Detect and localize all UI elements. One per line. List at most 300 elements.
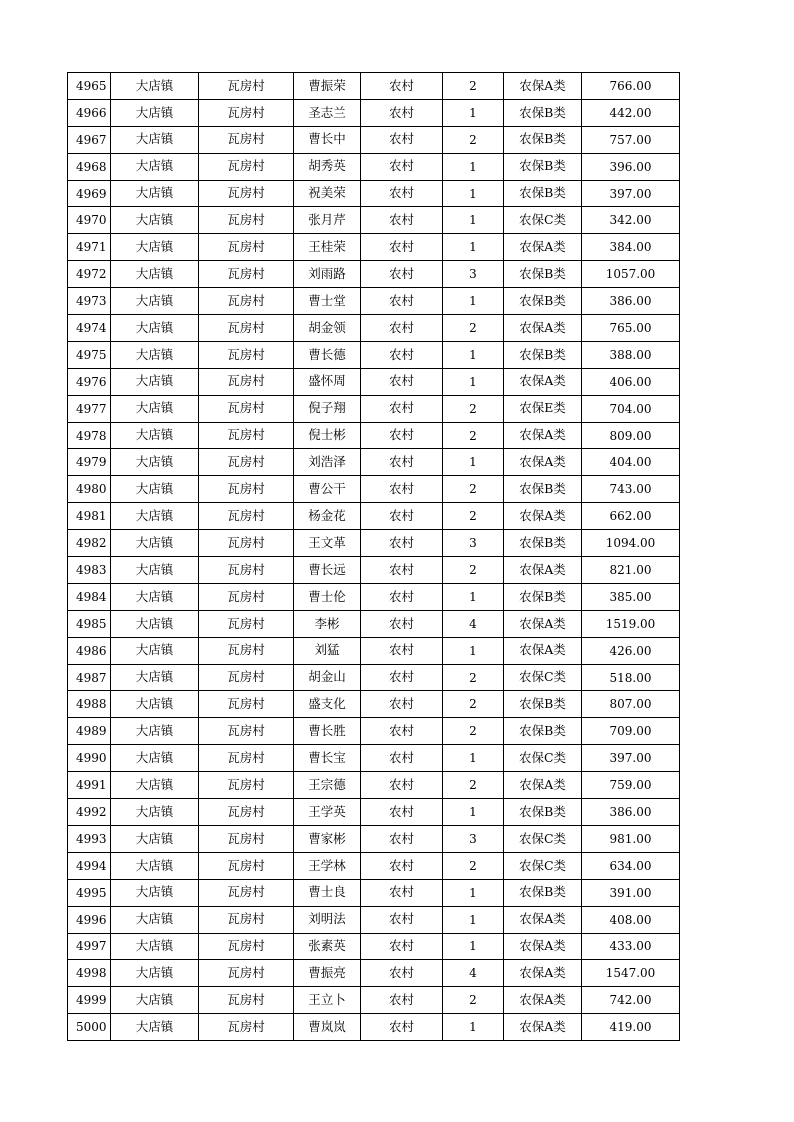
cell-name: 王立卜 <box>294 987 361 1014</box>
cell-record-id: 4965 <box>68 73 111 100</box>
cell-member-count: 2 <box>443 395 504 422</box>
cell-record-id: 4995 <box>68 879 111 906</box>
cell-village: 瓦房村 <box>199 960 294 987</box>
cell-name: 曹长胜 <box>294 718 361 745</box>
table-row <box>68 530 680 557</box>
cell-member-count: 2 <box>443 772 504 799</box>
cell-record-id: 4993 <box>68 825 111 852</box>
cell-village: 瓦房村 <box>199 530 294 557</box>
cell-amount: 765.00 <box>582 315 680 342</box>
cell-member-count: 1 <box>443 234 504 261</box>
cell-town: 大店镇 <box>111 799 199 826</box>
cell-village: 瓦房村 <box>199 852 294 879</box>
cell-village: 瓦房村 <box>199 153 294 180</box>
cell-insurance-category: 农保C类 <box>504 825 582 852</box>
table-row <box>68 503 680 530</box>
cell-name: 盛支化 <box>294 691 361 718</box>
cell-household-type: 农村 <box>361 637 443 664</box>
cell-amount: 419.00 <box>582 1014 680 1041</box>
cell-member-count: 2 <box>443 503 504 530</box>
table-row <box>68 610 680 637</box>
cell-name: 刘雨路 <box>294 261 361 288</box>
cell-household-type: 农村 <box>361 852 443 879</box>
cell-town: 大店镇 <box>111 610 199 637</box>
beneficiary-table <box>67 72 680 1041</box>
cell-name: 刘明法 <box>294 906 361 933</box>
cell-member-count: 3 <box>443 530 504 557</box>
table-row <box>68 664 680 691</box>
cell-name: 曹长中 <box>294 126 361 153</box>
cell-record-id: 4986 <box>68 637 111 664</box>
cell-household-type: 农村 <box>361 153 443 180</box>
cell-member-count: 2 <box>443 691 504 718</box>
table-row <box>68 799 680 826</box>
cell-amount: 709.00 <box>582 718 680 745</box>
cell-amount: 634.00 <box>582 852 680 879</box>
cell-member-count: 1 <box>443 906 504 933</box>
cell-household-type: 农村 <box>361 476 443 503</box>
cell-village: 瓦房村 <box>199 583 294 610</box>
table-row <box>68 126 680 153</box>
cell-member-count: 2 <box>443 476 504 503</box>
cell-name: 王学英 <box>294 799 361 826</box>
table-row <box>68 341 680 368</box>
cell-village: 瓦房村 <box>199 261 294 288</box>
cell-household-type: 农村 <box>361 583 443 610</box>
cell-insurance-category: 农保A类 <box>504 987 582 1014</box>
cell-insurance-category: 农保B类 <box>504 476 582 503</box>
cell-insurance-category: 农保A类 <box>504 234 582 261</box>
cell-name: 刘浩泽 <box>294 449 361 476</box>
cell-insurance-category: 农保A类 <box>504 906 582 933</box>
cell-town: 大店镇 <box>111 341 199 368</box>
cell-village: 瓦房村 <box>199 207 294 234</box>
cell-town: 大店镇 <box>111 395 199 422</box>
cell-name: 曹长德 <box>294 341 361 368</box>
cell-insurance-category: 农保A类 <box>504 368 582 395</box>
cell-village: 瓦房村 <box>199 772 294 799</box>
cell-village: 瓦房村 <box>199 933 294 960</box>
cell-member-count: 1 <box>443 153 504 180</box>
cell-insurance-category: 农保A类 <box>504 637 582 664</box>
cell-name: 王桂荣 <box>294 234 361 261</box>
cell-town: 大店镇 <box>111 960 199 987</box>
table-row <box>68 315 680 342</box>
table-row <box>68 288 680 315</box>
cell-town: 大店镇 <box>111 476 199 503</box>
cell-member-count: 1 <box>443 99 504 126</box>
cell-town: 大店镇 <box>111 906 199 933</box>
cell-household-type: 农村 <box>361 126 443 153</box>
cell-amount: 743.00 <box>582 476 680 503</box>
cell-member-count: 1 <box>443 341 504 368</box>
cell-name: 倪子翔 <box>294 395 361 422</box>
cell-insurance-category: 农保A类 <box>504 933 582 960</box>
table-row <box>68 449 680 476</box>
cell-village: 瓦房村 <box>199 234 294 261</box>
cell-member-count: 1 <box>443 449 504 476</box>
cell-insurance-category: 农保C类 <box>504 207 582 234</box>
table-row <box>68 772 680 799</box>
cell-insurance-category: 农保A类 <box>504 315 582 342</box>
cell-village: 瓦房村 <box>199 449 294 476</box>
cell-village: 瓦房村 <box>199 664 294 691</box>
cell-member-count: 2 <box>443 664 504 691</box>
cell-amount: 742.00 <box>582 987 680 1014</box>
cell-name: 曹士良 <box>294 879 361 906</box>
cell-village: 瓦房村 <box>199 476 294 503</box>
cell-name: 曹士伦 <box>294 583 361 610</box>
cell-amount: 757.00 <box>582 126 680 153</box>
cell-record-id: 4998 <box>68 960 111 987</box>
cell-record-id: 4989 <box>68 718 111 745</box>
cell-insurance-category: 农保A类 <box>504 1014 582 1041</box>
cell-member-count: 1 <box>443 745 504 772</box>
cell-name: 刘猛 <box>294 637 361 664</box>
cell-household-type: 农村 <box>361 207 443 234</box>
cell-record-id: 4972 <box>68 261 111 288</box>
cell-amount: 821.00 <box>582 557 680 584</box>
cell-amount: 1057.00 <box>582 261 680 288</box>
cell-village: 瓦房村 <box>199 557 294 584</box>
cell-town: 大店镇 <box>111 691 199 718</box>
cell-amount: 397.00 <box>582 180 680 207</box>
cell-insurance-category: 农保B类 <box>504 691 582 718</box>
cell-amount: 342.00 <box>582 207 680 234</box>
cell-member-count: 2 <box>443 557 504 584</box>
table-row <box>68 583 680 610</box>
cell-amount: 662.00 <box>582 503 680 530</box>
cell-household-type: 农村 <box>361 503 443 530</box>
cell-town: 大店镇 <box>111 879 199 906</box>
cell-household-type: 农村 <box>361 530 443 557</box>
table-row <box>68 1014 680 1041</box>
table-row <box>68 261 680 288</box>
cell-town: 大店镇 <box>111 557 199 584</box>
cell-member-count: 2 <box>443 852 504 879</box>
cell-record-id: 4984 <box>68 583 111 610</box>
cell-insurance-category: 农保B类 <box>504 879 582 906</box>
cell-name: 曹士堂 <box>294 288 361 315</box>
cell-amount: 397.00 <box>582 745 680 772</box>
cell-household-type: 农村 <box>361 772 443 799</box>
cell-member-count: 2 <box>443 718 504 745</box>
cell-amount: 426.00 <box>582 637 680 664</box>
cell-household-type: 农村 <box>361 180 443 207</box>
cell-member-count: 1 <box>443 583 504 610</box>
cell-name: 曹岚岚 <box>294 1014 361 1041</box>
cell-insurance-category: 农保B类 <box>504 341 582 368</box>
cell-amount: 406.00 <box>582 368 680 395</box>
cell-village: 瓦房村 <box>199 987 294 1014</box>
cell-household-type: 农村 <box>361 933 443 960</box>
cell-village: 瓦房村 <box>199 368 294 395</box>
cell-insurance-category: 农保B类 <box>504 99 582 126</box>
table-row <box>68 879 680 906</box>
cell-record-id: 4997 <box>68 933 111 960</box>
cell-record-id: 4969 <box>68 180 111 207</box>
cell-town: 大店镇 <box>111 772 199 799</box>
cell-amount: 442.00 <box>582 99 680 126</box>
cell-record-id: 4999 <box>68 987 111 1014</box>
cell-record-id: 4991 <box>68 772 111 799</box>
table-row <box>68 234 680 261</box>
cell-member-count: 2 <box>443 315 504 342</box>
cell-household-type: 农村 <box>361 879 443 906</box>
cell-household-type: 农村 <box>361 906 443 933</box>
table-row <box>68 557 680 584</box>
cell-member-count: 3 <box>443 261 504 288</box>
cell-village: 瓦房村 <box>199 503 294 530</box>
cell-town: 大店镇 <box>111 825 199 852</box>
cell-household-type: 农村 <box>361 664 443 691</box>
cell-town: 大店镇 <box>111 288 199 315</box>
cell-record-id: 4977 <box>68 395 111 422</box>
cell-record-id: 4968 <box>68 153 111 180</box>
cell-record-id: 4992 <box>68 799 111 826</box>
cell-record-id: 4971 <box>68 234 111 261</box>
cell-insurance-category: 农保B类 <box>504 261 582 288</box>
cell-record-id: 4978 <box>68 422 111 449</box>
cell-village: 瓦房村 <box>199 745 294 772</box>
cell-member-count: 1 <box>443 879 504 906</box>
table-row <box>68 987 680 1014</box>
cell-town: 大店镇 <box>111 261 199 288</box>
table-row <box>68 73 680 100</box>
cell-town: 大店镇 <box>111 530 199 557</box>
cell-name: 杨金花 <box>294 503 361 530</box>
cell-record-id: 4975 <box>68 341 111 368</box>
cell-village: 瓦房村 <box>199 395 294 422</box>
table-row <box>68 476 680 503</box>
cell-amount: 807.00 <box>582 691 680 718</box>
cell-household-type: 农村 <box>361 691 443 718</box>
table-row <box>68 718 680 745</box>
cell-amount: 386.00 <box>582 799 680 826</box>
cell-town: 大店镇 <box>111 933 199 960</box>
cell-village: 瓦房村 <box>199 825 294 852</box>
cell-insurance-category: 农保A类 <box>504 610 582 637</box>
cell-household-type: 农村 <box>361 422 443 449</box>
cell-insurance-category: 农保B类 <box>504 153 582 180</box>
cell-insurance-category: 农保A类 <box>504 73 582 100</box>
table-row <box>68 180 680 207</box>
cell-town: 大店镇 <box>111 368 199 395</box>
cell-village: 瓦房村 <box>199 610 294 637</box>
cell-insurance-category: 农保B类 <box>504 530 582 557</box>
cell-insurance-category: 农保B类 <box>504 126 582 153</box>
cell-village: 瓦房村 <box>199 879 294 906</box>
cell-village: 瓦房村 <box>199 315 294 342</box>
cell-household-type: 农村 <box>361 315 443 342</box>
cell-amount: 766.00 <box>582 73 680 100</box>
cell-insurance-category: 农保A类 <box>504 503 582 530</box>
cell-record-id: 4988 <box>68 691 111 718</box>
cell-household-type: 农村 <box>361 825 443 852</box>
cell-household-type: 农村 <box>361 745 443 772</box>
cell-record-id: 4974 <box>68 315 111 342</box>
cell-record-id: 4990 <box>68 745 111 772</box>
table-row <box>68 825 680 852</box>
cell-amount: 518.00 <box>582 664 680 691</box>
cell-amount: 981.00 <box>582 825 680 852</box>
cell-village: 瓦房村 <box>199 99 294 126</box>
cell-insurance-category: 农保A类 <box>504 422 582 449</box>
cell-town: 大店镇 <box>111 449 199 476</box>
cell-record-id: 4987 <box>68 664 111 691</box>
table-body <box>68 73 680 1041</box>
cell-member-count: 4 <box>443 960 504 987</box>
cell-record-id: 4994 <box>68 852 111 879</box>
cell-member-count: 2 <box>443 987 504 1014</box>
cell-insurance-category: 农保C类 <box>504 852 582 879</box>
cell-member-count: 3 <box>443 825 504 852</box>
cell-amount: 809.00 <box>582 422 680 449</box>
table-row <box>68 395 680 422</box>
cell-name: 圣志兰 <box>294 99 361 126</box>
cell-member-count: 4 <box>443 610 504 637</box>
cell-name: 祝美荣 <box>294 180 361 207</box>
cell-amount: 408.00 <box>582 906 680 933</box>
cell-name: 曹振荣 <box>294 73 361 100</box>
cell-amount: 404.00 <box>582 449 680 476</box>
cell-amount: 396.00 <box>582 153 680 180</box>
cell-town: 大店镇 <box>111 503 199 530</box>
table-row <box>68 960 680 987</box>
cell-record-id: 4970 <box>68 207 111 234</box>
cell-name: 王文革 <box>294 530 361 557</box>
cell-household-type: 农村 <box>361 341 443 368</box>
cell-household-type: 农村 <box>361 234 443 261</box>
cell-member-count: 1 <box>443 1014 504 1041</box>
cell-record-id: 4982 <box>68 530 111 557</box>
cell-village: 瓦房村 <box>199 73 294 100</box>
cell-member-count: 1 <box>443 799 504 826</box>
cell-household-type: 农村 <box>361 261 443 288</box>
cell-town: 大店镇 <box>111 583 199 610</box>
cell-name: 曹长宝 <box>294 745 361 772</box>
cell-amount: 391.00 <box>582 879 680 906</box>
cell-record-id: 4983 <box>68 557 111 584</box>
cell-name: 王宗德 <box>294 772 361 799</box>
cell-insurance-category: 农保B类 <box>504 583 582 610</box>
cell-member-count: 2 <box>443 126 504 153</box>
cell-village: 瓦房村 <box>199 799 294 826</box>
cell-member-count: 1 <box>443 288 504 315</box>
cell-record-id: 4973 <box>68 288 111 315</box>
cell-town: 大店镇 <box>111 745 199 772</box>
cell-record-id: 4981 <box>68 503 111 530</box>
cell-name: 李彬 <box>294 610 361 637</box>
table-row <box>68 637 680 664</box>
cell-town: 大店镇 <box>111 422 199 449</box>
table-row <box>68 99 680 126</box>
cell-household-type: 农村 <box>361 799 443 826</box>
cell-name: 胡秀英 <box>294 153 361 180</box>
cell-amount: 1094.00 <box>582 530 680 557</box>
cell-name: 张素英 <box>294 933 361 960</box>
cell-town: 大店镇 <box>111 315 199 342</box>
cell-insurance-category: 农保E类 <box>504 395 582 422</box>
cell-household-type: 农村 <box>361 610 443 637</box>
cell-town: 大店镇 <box>111 234 199 261</box>
cell-household-type: 农村 <box>361 960 443 987</box>
cell-member-count: 1 <box>443 207 504 234</box>
cell-village: 瓦房村 <box>199 637 294 664</box>
cell-town: 大店镇 <box>111 637 199 664</box>
cell-town: 大店镇 <box>111 987 199 1014</box>
cell-household-type: 农村 <box>361 1014 443 1041</box>
cell-household-type: 农村 <box>361 449 443 476</box>
cell-member-count: 1 <box>443 368 504 395</box>
table-row <box>68 745 680 772</box>
cell-town: 大店镇 <box>111 99 199 126</box>
cell-insurance-category: 农保A类 <box>504 772 582 799</box>
cell-insurance-category: 农保B类 <box>504 718 582 745</box>
cell-record-id: 5000 <box>68 1014 111 1041</box>
cell-village: 瓦房村 <box>199 126 294 153</box>
table-row <box>68 207 680 234</box>
cell-amount: 1547.00 <box>582 960 680 987</box>
cell-name: 张月芹 <box>294 207 361 234</box>
cell-record-id: 4976 <box>68 368 111 395</box>
cell-household-type: 农村 <box>361 73 443 100</box>
cell-insurance-category: 农保A类 <box>504 960 582 987</box>
cell-amount: 385.00 <box>582 583 680 610</box>
cell-town: 大店镇 <box>111 718 199 745</box>
cell-name: 曹公干 <box>294 476 361 503</box>
cell-record-id: 4996 <box>68 906 111 933</box>
cell-household-type: 农村 <box>361 395 443 422</box>
cell-name: 曹长远 <box>294 557 361 584</box>
cell-village: 瓦房村 <box>199 341 294 368</box>
cell-amount: 386.00 <box>582 288 680 315</box>
cell-name: 倪士彬 <box>294 422 361 449</box>
cell-member-count: 1 <box>443 933 504 960</box>
cell-record-id: 4985 <box>68 610 111 637</box>
cell-amount: 433.00 <box>582 933 680 960</box>
table-row <box>68 906 680 933</box>
table-row <box>68 691 680 718</box>
cell-village: 瓦房村 <box>199 422 294 449</box>
table-row <box>68 933 680 960</box>
cell-amount: 704.00 <box>582 395 680 422</box>
cell-insurance-category: 农保A类 <box>504 449 582 476</box>
cell-town: 大店镇 <box>111 207 199 234</box>
cell-insurance-category: 农保C类 <box>504 664 582 691</box>
cell-amount: 1519.00 <box>582 610 680 637</box>
cell-amount: 388.00 <box>582 341 680 368</box>
cell-member-count: 2 <box>443 73 504 100</box>
cell-name: 盛怀周 <box>294 368 361 395</box>
cell-name: 曹振亮 <box>294 960 361 987</box>
table-row <box>68 368 680 395</box>
cell-insurance-category: 农保B类 <box>504 799 582 826</box>
cell-village: 瓦房村 <box>199 906 294 933</box>
cell-insurance-category: 农保B类 <box>504 180 582 207</box>
cell-town: 大店镇 <box>111 852 199 879</box>
cell-village: 瓦房村 <box>199 288 294 315</box>
cell-member-count: 1 <box>443 180 504 207</box>
cell-name: 曹家彬 <box>294 825 361 852</box>
cell-town: 大店镇 <box>111 1014 199 1041</box>
cell-village: 瓦房村 <box>199 691 294 718</box>
table-row <box>68 422 680 449</box>
cell-household-type: 农村 <box>361 368 443 395</box>
cell-member-count: 1 <box>443 637 504 664</box>
cell-town: 大店镇 <box>111 126 199 153</box>
table-row <box>68 852 680 879</box>
